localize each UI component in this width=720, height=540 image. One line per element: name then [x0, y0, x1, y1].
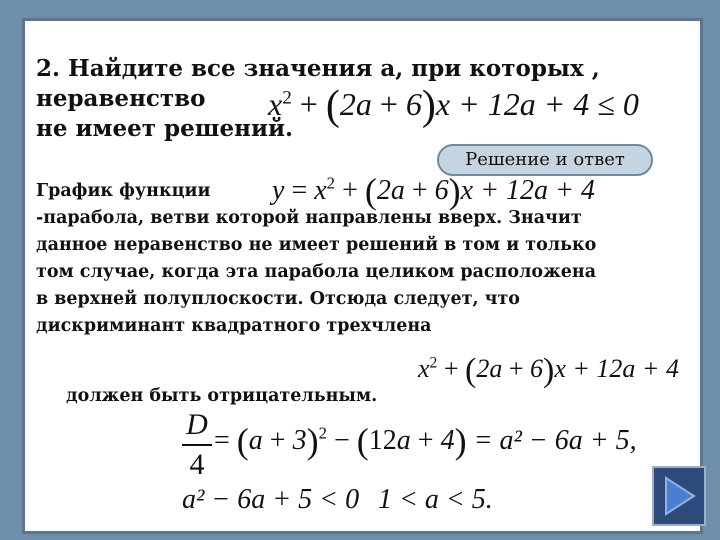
- text-line-5: дискриминант квадратного трехчлена: [36, 316, 432, 336]
- fraction-denominator: 4: [189, 448, 205, 481]
- problem-line-1: 2. Найдите все значения а, при которых ,: [36, 55, 600, 82]
- graph-label: График функции: [36, 181, 211, 201]
- next-slide-button[interactable]: [652, 466, 706, 526]
- text-line-3: том случае, когда эта парабола целиком расположена: [36, 262, 597, 282]
- fraction-bar: [182, 444, 212, 446]
- text-line-4: в верхней полуплоскости. Отсюда следует, что: [36, 289, 520, 309]
- solution-answer-button[interactable]: Решение и ответ: [437, 144, 653, 176]
- text-line-1: -парабола, ветви которой направлены вверх. Значит: [36, 208, 582, 228]
- inequality-rest: x + 12a + 4 ≤ 0: [435, 86, 639, 122]
- problem-line-2: неравенство: [36, 85, 206, 112]
- text-line-2: данное неравенство не имеет решений в том и только: [36, 235, 597, 255]
- answer-formula: 1 < a < 5.: [378, 484, 493, 515]
- discriminant-formula: = $(a + 3)^2 - (12a + 4) = a^2 - 6a + 5$,: [214, 421, 637, 461]
- trinomial-rest: x + 12a + 4: [554, 354, 679, 383]
- function-formula: $y = x^2 + (2a + 6)x + 12a + 4$: [272, 171, 595, 211]
- trinomial-formula: $x^2 + (2a + 6)x + 12a + 4$: [418, 352, 679, 389]
- discriminant-rest: = a² − 6a + 5,: [473, 425, 637, 456]
- play-next-icon: [654, 468, 704, 524]
- inequality-formula: $x^2 + (2a + 6)x + 12a + 4 \le 0$: [268, 83, 639, 129]
- function-rest: x + 12a + 4: [460, 175, 595, 206]
- fraction-numerator: D: [186, 408, 208, 441]
- condition-formula: a² − 6a + 5 < 0: [182, 484, 360, 515]
- must-be-negative-text: должен быть отрицательным.: [66, 386, 378, 406]
- fraction-d-over-4: [182, 408, 212, 482]
- problem-line-3: не имеет решений.: [36, 115, 294, 142]
